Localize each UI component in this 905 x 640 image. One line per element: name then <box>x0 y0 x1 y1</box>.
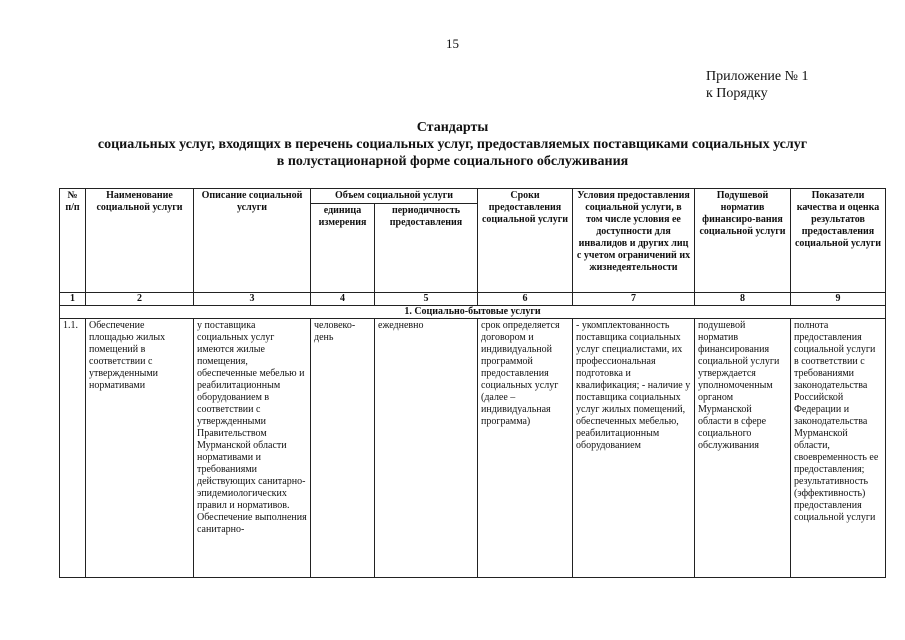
header-financing: Подушевой норматив финансиро-вания социальной услуги <box>695 189 791 293</box>
column-number: 7 <box>573 293 695 306</box>
row-periodicity: ежедневно <box>375 319 478 578</box>
row-description: у поставщика социальных услуг имеются жилые помещения, обеспеченные мебелью и реабилитационным оборудованием в соответствии с утвержденными Правительством Мурманской области нормативами и требованиями действующих санитарно-эпидемиологических правил и нормативов. Обеспечение выполнения санитарно- <box>194 319 311 578</box>
title-line1: Стандарты <box>416 120 489 135</box>
row-conditions: - укомплектованность поставщика социальных услуг специалистами, их профессиональная подготовка и квалификация; - наличие у поставщика социальных услуг жилых помещений, обеспеченных мебелью, реабилитационным оборудованием <box>573 319 695 578</box>
column-number: 1 <box>60 293 86 306</box>
header-quality: Показатели качества и оценка результатов предоставления социальной услуги <box>791 189 886 293</box>
row-quality: полнота предоставления социальной услуги в соответствии с требованиями законодательства Российской Федерации и законодательства Мурманской области, своевременность ее предоставления; результативность (эффективность) предоставления социальной услуги <box>791 319 886 578</box>
appendix-line2: к Порядку <box>706 86 768 101</box>
header-row <box>60 189 886 204</box>
column-number: 6 <box>478 293 573 306</box>
row-term: срок определяется договором и индивидуальной программой предоставления социальных услуг (далее – индивидуальная программа) <box>478 319 573 578</box>
header-name: Наименование социальной услуги <box>86 189 194 293</box>
column-number: 9 <box>791 293 886 306</box>
table-row <box>60 319 886 578</box>
column-number: 4 <box>311 293 375 306</box>
section-row <box>60 306 886 319</box>
row-number: 1.1. <box>60 319 86 578</box>
appendix-line1: Приложение № 1 <box>706 69 809 84</box>
document-title <box>0 119 905 170</box>
header-description: Описание социальной услуги <box>194 189 311 293</box>
header-unit: единица измерения <box>311 204 375 293</box>
title-line2: социальных услуг, входящих в перечень социальных услуг, предоставляемых поставщиками социальных услуг <box>97 137 808 152</box>
standards-table <box>59 188 886 578</box>
page-number: 15 <box>446 36 459 51</box>
row-financing: подушевой норматив финансирования социальной услуги утверждается уполномоченным органом Мурманской области в сфере социального обслуживания <box>695 319 791 578</box>
column-number: 2 <box>86 293 194 306</box>
header-periodicity: периодичность предоставления <box>375 204 478 293</box>
section-title: 1. Социально-бытовые услуги <box>60 306 886 319</box>
column-number: 8 <box>695 293 791 306</box>
header-conditions: Условия предоставления социальной услуги, в том числе условия ее доступности для инвалидов и других лиц с учетом ограничений их жизнедеятельности <box>573 189 695 293</box>
row-unit: человеко-день <box>311 319 375 578</box>
title-line3: в полустационарной форме социального обслуживания <box>276 154 629 169</box>
column-number: 3 <box>194 293 311 306</box>
appendix-note <box>706 68 809 102</box>
header-num: № п/п <box>60 189 86 293</box>
header-volume-group: Объем социальной услуги <box>311 189 478 204</box>
row-name: Обеспечение площадью жилых помещений в соответствии с утвержденными нормативами <box>86 319 194 578</box>
column-numbers-row <box>60 293 886 306</box>
header-term: Сроки предоставления социальной услуги <box>478 189 573 293</box>
column-number: 5 <box>375 293 478 306</box>
